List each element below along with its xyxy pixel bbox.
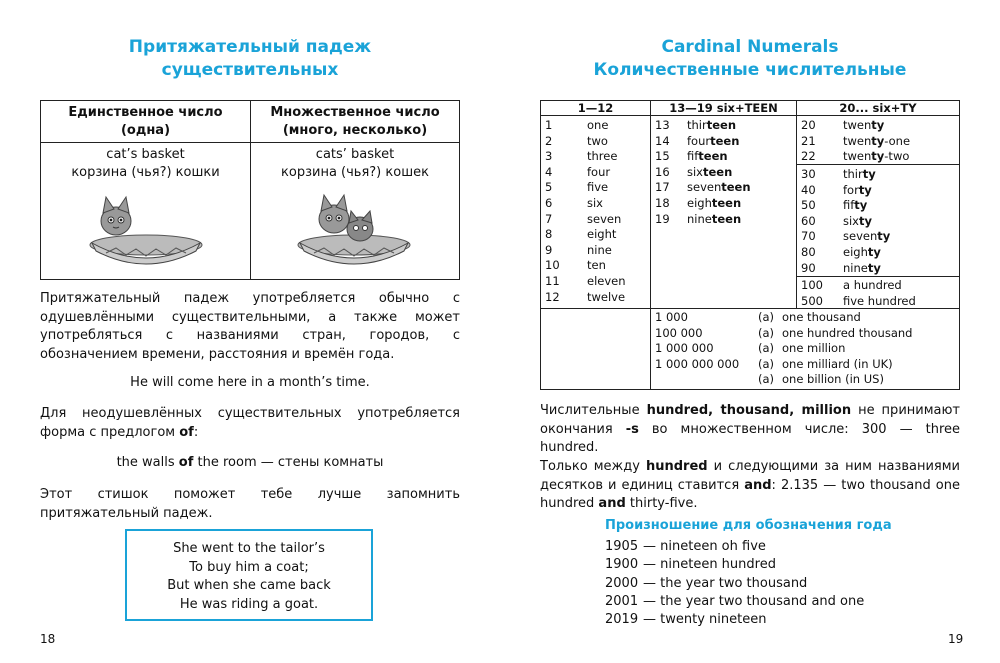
singular-header: Единственное число (одна)	[68, 105, 223, 138]
numeral-digit: 9	[545, 242, 553, 257]
numeral-digit: 20	[801, 118, 816, 132]
year-number: 2001	[605, 593, 639, 609]
numeral-word: a hundred	[843, 278, 902, 292]
numeral-digit: 80	[801, 244, 816, 259]
numeral-word: five hundred	[843, 293, 916, 308]
numeral-digit: 11	[545, 273, 560, 288]
numeral-word: eighteen	[687, 195, 742, 210]
article: (a)	[758, 341, 775, 356]
year-row	[605, 594, 864, 609]
numeral-word: thirteen	[687, 118, 737, 132]
numeral-row	[545, 243, 626, 259]
numeral-word: fifteen	[687, 149, 728, 164]
numeral-row	[801, 278, 916, 294]
numeral-digit: 17	[655, 180, 670, 195]
numeral-digit: 60	[801, 213, 816, 228]
numeral-row	[801, 198, 890, 214]
year-row	[605, 557, 776, 572]
numeral-digit: 40	[801, 182, 816, 197]
numeral-word: ten	[587, 258, 606, 273]
example-sentence: He will come here in a month’s time.	[130, 375, 370, 390]
numeral-word: fifty	[843, 198, 868, 213]
plural-header: Множественное число (много, несколько)	[270, 105, 440, 138]
numeral-digit: 70	[801, 229, 816, 244]
numeral-word: seventeen	[687, 180, 751, 195]
year-pronunciation: — twenty nineteen	[643, 612, 767, 628]
numeral-row	[545, 258, 626, 274]
numeral-digit: 18	[655, 195, 670, 210]
numeral-row	[545, 290, 626, 306]
singular-text: cat’s basket корзина (чья?) кошки	[71, 147, 220, 180]
numeral-word: seventy	[843, 229, 891, 244]
numeral-word: one milliard (in UK)	[782, 356, 893, 371]
of-form-paragraph: Для неодушевлённых существительных употребляется форма с предлогом of:	[40, 406, 460, 440]
numeral-digit: 3	[545, 149, 553, 164]
article: (a)	[758, 325, 775, 340]
numeral-digit: 6	[545, 195, 553, 210]
numeral-row	[801, 229, 890, 245]
two-cats-in-basket-icon	[294, 193, 414, 271]
column-1-12	[545, 118, 626, 305]
numeral-row	[545, 196, 626, 212]
numerals-table	[540, 100, 960, 390]
column-hundreds	[801, 278, 916, 309]
year-number: 1905	[605, 539, 639, 554]
numeral-word: forty	[843, 182, 872, 197]
numeral-digit: 12	[545, 289, 560, 304]
numeral-row	[801, 245, 890, 261]
rhyme-intro: Этот стишок поможет тебе лучше запомнить притяжательный падеж.	[40, 487, 460, 521]
numeral-digit: 50	[801, 198, 816, 213]
numeral-row	[655, 310, 912, 326]
numeral-word: twenty-two	[843, 149, 910, 164]
numeral-row	[655, 180, 751, 196]
year-number: 2019	[605, 612, 639, 628]
poem-box: She went to the tailor’s To buy him a coat; But when she came back He was riding a goat.	[125, 529, 373, 621]
article: (a)	[758, 372, 775, 387]
numeral-row	[801, 134, 910, 150]
numeral-word: thirty	[843, 167, 876, 181]
numeral-word: four	[587, 164, 611, 179]
header-20-ty: 20... six+TY	[839, 101, 917, 115]
possessive-table	[40, 100, 460, 280]
numeral-word: eleven	[587, 273, 626, 288]
numeral-row	[655, 118, 751, 134]
numeral-row	[545, 134, 626, 150]
numeral-digit: 10	[545, 258, 560, 273]
numeral-digit: 30	[801, 167, 816, 181]
plural-rule-paragraph: Числительные hundred, thousand, million не принимают окончания -s во множественном числе: 300 — three hundred.	[540, 403, 961, 455]
numeral-word: twenty	[843, 118, 885, 132]
numeral-word: nine	[587, 242, 612, 257]
numeral-row	[801, 167, 890, 183]
numeral-digit: 1 000 000	[655, 341, 714, 356]
numeral-word: sixty	[843, 213, 872, 228]
page-number-left: 18	[40, 632, 56, 646]
numeral-word: sixteen	[687, 164, 733, 179]
numeral-digit: 8	[545, 227, 553, 242]
numeral-word: one	[587, 118, 609, 132]
numeral-digit: 100	[801, 278, 823, 292]
numeral-row	[545, 180, 626, 196]
numeral-word: twelve	[587, 289, 626, 304]
article: (a)	[758, 356, 775, 371]
numeral-row	[545, 165, 626, 181]
numeral-row	[655, 196, 751, 212]
numeral-row	[545, 227, 626, 243]
numeral-digit: 500	[801, 293, 823, 308]
numeral-digit: 4	[545, 164, 553, 179]
numeral-word: eighty	[843, 244, 881, 259]
numeral-word: twenty-one	[843, 133, 911, 148]
numeral-row	[801, 118, 910, 134]
numeral-digit: 2	[545, 133, 553, 148]
year-pronunciation: — nineteen oh five	[643, 539, 766, 554]
year-number: 1900	[605, 557, 639, 573]
numeral-row	[655, 165, 751, 181]
year-pronunciation-title: Произношение для обозначения года	[605, 518, 892, 533]
article: (a)	[758, 310, 775, 324]
numeral-digit: 1	[545, 118, 553, 132]
year-number: 2000	[605, 575, 639, 591]
numeral-digit: 14	[655, 133, 670, 148]
cat-in-basket-icon	[86, 193, 206, 271]
numeral-digit: 5	[545, 180, 553, 195]
numeral-row	[655, 326, 912, 342]
numeral-word: one billion (in US)	[782, 372, 884, 387]
numeral-row	[655, 357, 912, 373]
numeral-digit: 19	[655, 211, 670, 226]
column-20-22	[801, 118, 910, 165]
numeral-word: two	[587, 133, 608, 148]
numeral-digit: 1 000	[655, 310, 688, 324]
numeral-word: six	[587, 195, 603, 210]
year-row	[605, 539, 766, 554]
numeral-row	[545, 274, 626, 290]
page-number-right: 19	[948, 632, 964, 646]
column-tens	[801, 167, 890, 276]
year-row	[605, 612, 766, 627]
column-large-numbers	[655, 310, 912, 388]
left-title: Притяжательный падеж существительных	[128, 37, 372, 80]
numeral-row	[655, 372, 912, 388]
numeral-digit: 90	[801, 260, 816, 275]
year-pronunciation: — the year two thousand	[643, 575, 808, 591]
year-row	[605, 576, 807, 591]
numeral-word: five	[587, 180, 609, 195]
column-13-19	[655, 118, 751, 227]
and-rule-paragraph: Только между hundred и следующими за ним названиями десятков и единиц ставится and: 2.135 — two thousand one hundred and thirty-five.	[540, 459, 960, 511]
numeral-row	[801, 261, 890, 277]
numeral-word: fourteen	[687, 133, 740, 148]
year-pronunciation: — nineteen hundred	[643, 557, 776, 573]
numeral-digit: 7	[545, 211, 553, 226]
numeral-word: eight	[587, 227, 617, 242]
possessive-usage-paragraph: Притяжательный падеж употребляется обычно с одушевлёнными существительными, а также может употребляться с названиями стран, городов, с обозначением времени, расстояния и времён года.	[40, 291, 460, 362]
of-example: the walls of the room — стены комнаты	[116, 455, 384, 470]
header-13-19: 13—19 six+TEEN	[669, 101, 778, 115]
header-1-12: 1—12	[577, 101, 614, 115]
numeral-digit: 15	[655, 149, 670, 164]
numeral-row	[801, 183, 890, 199]
numeral-row	[655, 134, 751, 150]
plural-text: cats’ basket корзина (чья?) кошек	[281, 147, 429, 180]
numeral-digit: 22	[801, 149, 816, 164]
numeral-row	[545, 149, 626, 165]
numeral-row	[655, 212, 751, 228]
numeral-digit: 21	[801, 133, 816, 148]
numeral-word: three	[587, 149, 618, 164]
numeral-digit: 1 000 000 000	[655, 356, 740, 371]
numeral-row	[545, 212, 626, 228]
numeral-digit: 16	[655, 164, 670, 179]
numeral-digit: 13	[655, 118, 670, 132]
numeral-word: ninety	[843, 260, 881, 275]
right-page	[500, 0, 1000, 663]
numeral-row	[655, 341, 912, 357]
numeral-word: seven	[587, 211, 622, 226]
numeral-row	[545, 118, 626, 134]
numeral-word: one thousand	[782, 310, 861, 324]
numeral-row	[801, 214, 890, 230]
numeral-row	[801, 294, 916, 310]
numeral-word: one million	[782, 341, 846, 356]
numeral-row	[801, 149, 910, 165]
right-title: Cardinal Numerals Количественные числительные	[593, 37, 907, 80]
numeral-digit: 100 000	[655, 325, 703, 340]
year-pronunciation: — the year two thousand and one	[643, 593, 865, 609]
numeral-word: nineteen	[687, 211, 742, 226]
numeral-word: one hundred thousand	[782, 325, 913, 340]
numeral-row	[655, 149, 751, 165]
